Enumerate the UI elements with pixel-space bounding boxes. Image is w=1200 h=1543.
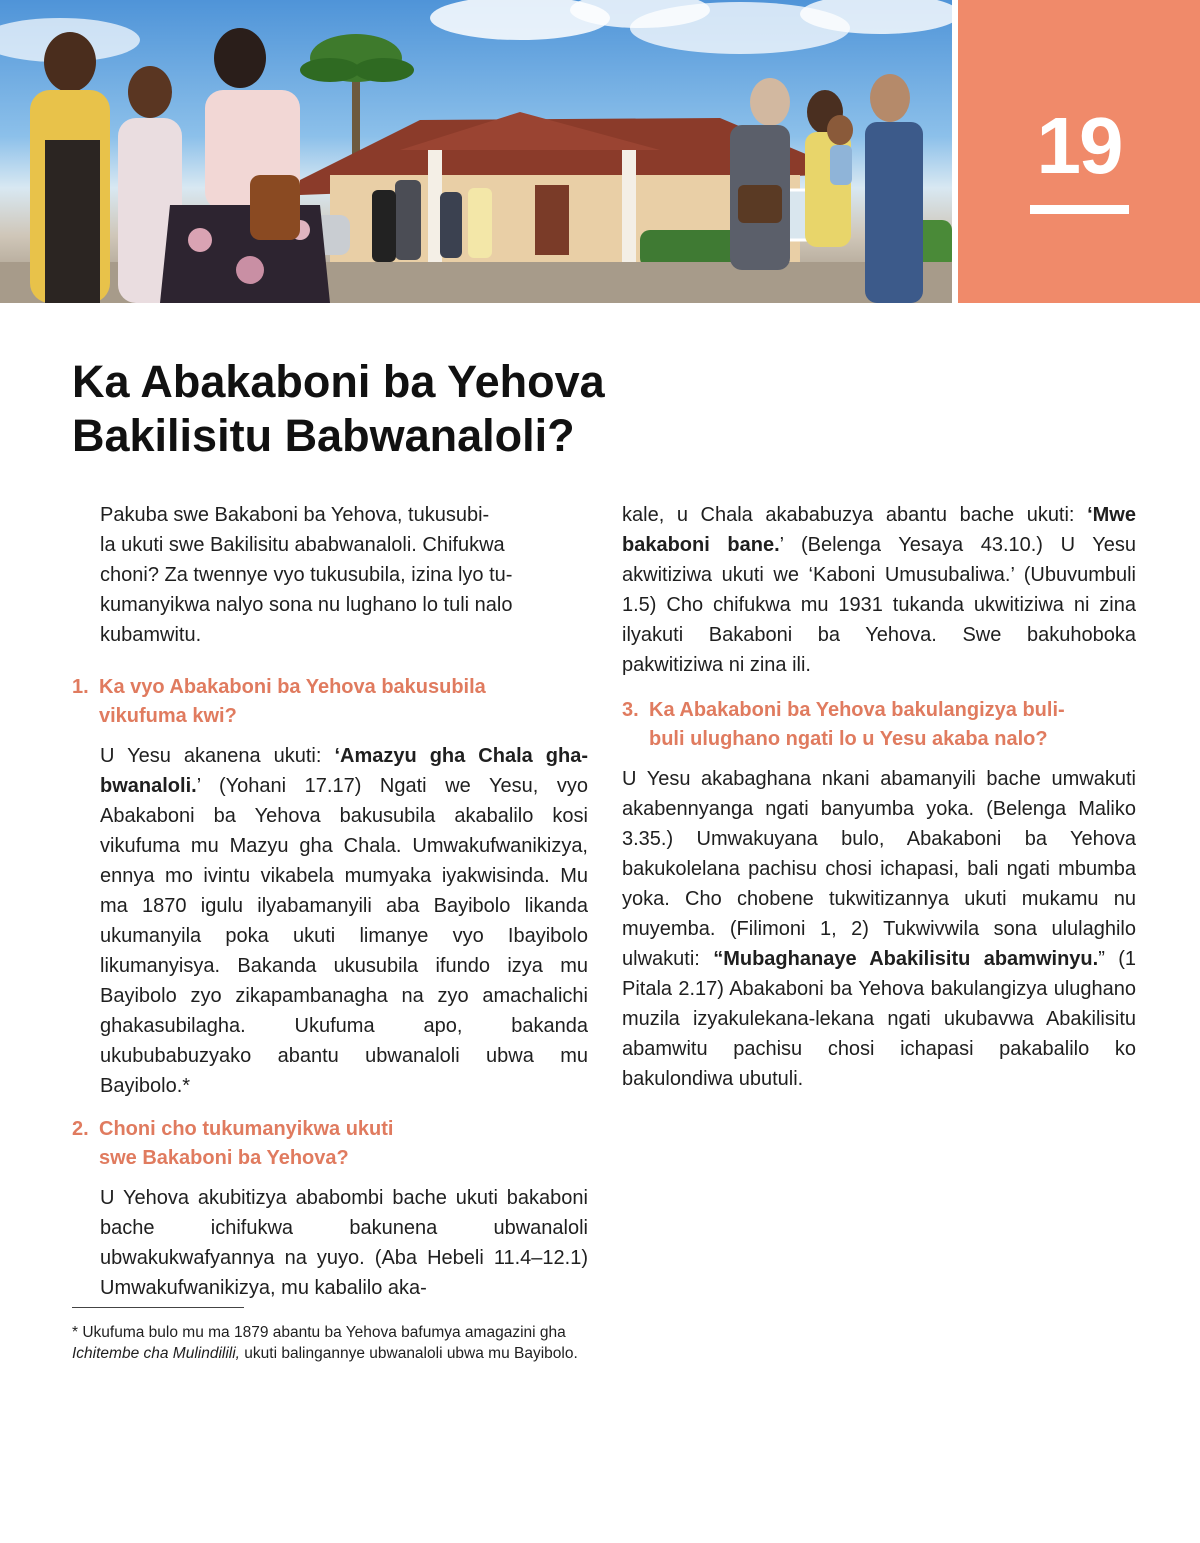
footnote-text-end: ukuti balingannye ubwanaloli ubwa mu Bayibolo. [240, 1345, 578, 1362]
answer-1-paragraph [100, 741, 588, 1101]
page-title [72, 355, 972, 463]
answer-3-paragraph [622, 764, 1136, 1094]
chapter-number: 19 [1036, 101, 1122, 190]
title-line-2: Bakilisitu Babwanaloli? [72, 410, 575, 461]
answer-3-body: U Yesu akabaghana nkani abamanyili bache umwakuti akabennyanga ngati banyumba yoka. (Belenga Maliko 3.35.) Umwakuyana bulo, Abakaboni ba Yehova bakukolelana pachisu chosi ichapasi, bali ngati mbumba yoka. Cho chobene tukwitizannya ukuti mukamu nu muyemba. (Filimoni 1, 2) Tukwivwila sona ululaghilo ulwakuti: [622, 768, 1136, 970]
answer-2-body-continued: kale, u Chala akababuzya abantu bache ukuti: [622, 504, 1088, 526]
question-2-heading [72, 1115, 588, 1173]
intro-paragraph [100, 500, 588, 650]
question-2-line-1: Choni cho tukumanyikwa ukuti [99, 1118, 394, 1140]
answer-2-paragraph-end [622, 500, 1136, 680]
answer-2-paragraph-start [100, 1183, 588, 1303]
question-3-line-1: Ka Abakaboni ba Yehova bakulangizya buli- [649, 699, 1065, 721]
footnote-magazine-title: Ichitembe cha Mulindilili, [72, 1345, 240, 1362]
question-3-number: 3. [622, 699, 639, 721]
intro-line: kubamwitu. [100, 624, 202, 646]
answer-3-quote: “Mubaghanaye Abakilisitu abamwinyu. [713, 948, 1099, 970]
question-3-heading [622, 696, 1136, 754]
question-1-line-2: vikufuma kwi? [99, 705, 237, 727]
question-3-line-2: buli ulughano ngati lo u Yesu akaba nalo? [649, 728, 1048, 750]
footnote [72, 1322, 587, 1364]
question-1-line-1: Ka vyo Abakaboni ba Yehova bakusubila [99, 676, 486, 698]
left-column [72, 500, 588, 1303]
question-2-number: 2. [72, 1118, 89, 1140]
intro-line: la ukuti swe Bakilisitu ababwanaloli. Chifukwa [100, 534, 505, 556]
right-column [622, 500, 1136, 1094]
title-line-1: Ka Abakaboni ba Yehova [72, 356, 605, 407]
footnote-text: * Ukufuma bulo mu ma 1879 abantu ba Yehova bafumya amagazini gha [72, 1324, 566, 1341]
answer-3-body-end: ” (1 Pitala 2.17) Abakaboni ba Yehova bakulangizya ulughano muzila izyakulekana-lekana ngati ukubavwa Abakilisitu abamwitu pachisu chosi ichapasi pakabalilo ko bakulondiwa ubutuli. [622, 948, 1137, 1090]
answer-1-quote: ‘Amazyu gha Chala gha-bwanaloli. [100, 745, 588, 797]
answer-2-quote: ‘Mwe bakaboni bane. [622, 504, 1136, 556]
intro-line: kumanyikwa nalyo sona nu lughano lo tuli nalo [100, 594, 513, 616]
answer-2-body-end: ’ (Belenga Yesaya 43.10.) U Yesu akwitiziwa ukuti we ‘Kaboni Umusubaliwa.’ (Ubuvumbuli 1.5) Cho chifukwa mu 1931 tukanda ukwitiziwa ni zina ilyakuti Bakaboni ba Yehova. Swe bakuhoboka pakwitiziwa ni zina ili. [622, 534, 1137, 676]
intro-line: choni? Za twennye vyo tukusubila, izina lyo tu- [100, 564, 513, 586]
answer-1-intro: U Yesu akanena ukuti: [100, 745, 335, 767]
header-photo-illustration [0, 0, 952, 303]
chapter-badge-rule [1030, 205, 1129, 214]
footnote-divider [72, 1307, 244, 1308]
intro-line: Pakuba swe Bakaboni ba Yehova, tukusubi- [100, 504, 490, 526]
chapter-badge [958, 0, 1200, 303]
question-1-heading [72, 673, 588, 731]
answer-2-body-start: U Yehova akubitizya ababombi bache ukuti bakaboni bache ichifukwa bakunena ubwanaloli ubwakukwafyannya na yuyo. (Aba Hebeli 11.4–12.1) Umwakufwanikizya, mu kabalilo aka- [100, 1187, 588, 1299]
header-photo [0, 0, 952, 303]
answer-1-body: ’ (Yohani 17.17) Ngati we Yesu, vyo Abakaboni ba Yehova bakusubila akabalilo kosi vikufuma mu Mazyu gha Chala. Umwakufwanikizya, ennya mo ivintu vikabela mumyaka iyakwisinda. Mu ma 1870 igulu ilyabamanyili aba Bayibolo likanda ukumanyila poka ukuti limanye vyo Ibayibolo likumanyisya. Bakanda ukusubila ifundo izya mu Bayibolo zyo zikapambanagha na zyo amachalichi ghakasubilagha. Ukufuma apo, bakanda ukububabuzyako abantu ubwanaloli ubwa mu Bayibolo.* [100, 775, 588, 1097]
question-1-number: 1. [72, 676, 89, 698]
question-2-line-2: swe Bakaboni ba Yehova? [99, 1147, 349, 1169]
